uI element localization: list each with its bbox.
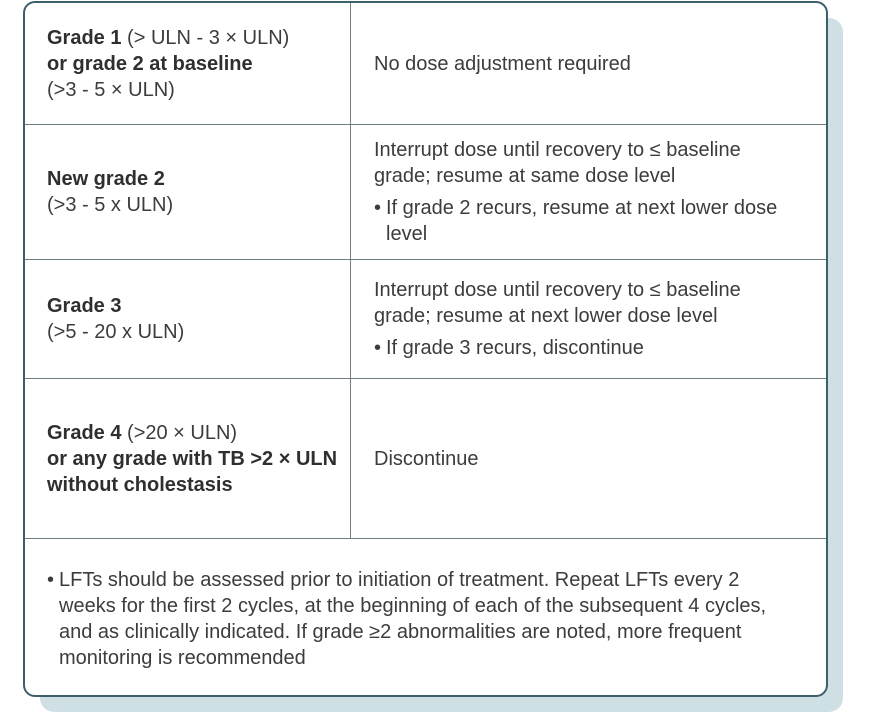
action-cell (352, 3, 826, 124)
grade-description (47, 420, 337, 498)
grade-range: (>5 - 20 x ULN) (47, 321, 185, 343)
action-text: Interrupt dose until recovery to ≤ baseline grade; resume at next lower dose level (374, 279, 741, 327)
grade-cell (25, 260, 351, 378)
bullet-marker: • (47, 569, 55, 591)
dose-modification-table (23, 1, 828, 697)
grade-label: New grade 2 (47, 168, 165, 190)
action-cell (352, 260, 826, 378)
action-cell (352, 125, 826, 259)
action-bullet (374, 195, 798, 247)
action-text: Interrupt dose until recovery to ≤ baseline grade; resume at same dose level (374, 139, 741, 187)
grade-cell (25, 3, 351, 124)
grade-label: Grade 1 (47, 26, 122, 49)
grade-label: Grade 3 (47, 295, 122, 317)
grade-range: (>3 - 5 x ULN) (47, 194, 174, 216)
grade-cell (25, 125, 351, 259)
action-cell (352, 379, 826, 538)
grade-range: (> ULN - 3 × ULN) (121, 26, 290, 49)
table-row (25, 125, 826, 260)
action-text: No dose adjustment required (374, 52, 631, 75)
grade-qualifier-continued: without cholestasis (47, 473, 233, 496)
bullet-text: If grade 3 recurs, discontinue (386, 337, 644, 359)
action-text: Discontinue (374, 447, 479, 470)
table-row (25, 379, 826, 539)
grade-qualifier: or grade 2 at baseline (47, 52, 253, 75)
grade-description (47, 293, 184, 345)
grade-range: (>20 × ULN) (121, 421, 238, 444)
grade-description (47, 25, 289, 103)
grade-qualifier: or any grade with TB >2 × ULN (47, 447, 338, 470)
grade-description (47, 166, 173, 218)
bullet-marker: • (374, 197, 382, 219)
note-bullet (47, 567, 799, 671)
monitoring-note (25, 539, 826, 693)
grade-range-secondary: (>3 - 5 × ULN) (47, 78, 175, 101)
table-row (25, 260, 826, 379)
grade-cell (25, 379, 351, 538)
table-row (25, 3, 826, 125)
bullet-marker: • (374, 337, 382, 359)
grade-label: Grade 4 (47, 421, 122, 444)
bullet-text: If grade 2 recurs, resume at next lower dose level (386, 197, 778, 245)
note-text: LFTs should be assessed prior to initiation of treatment. Repeat LFTs every 2 weeks for the first 2 cycles, at the beginning of each of the subsequent 4 cycles, and as clinically indicated. If grade ≥2 abnormalities are noted, more frequent monitoring is recommended (59, 569, 767, 669)
action-bullet (374, 335, 798, 361)
